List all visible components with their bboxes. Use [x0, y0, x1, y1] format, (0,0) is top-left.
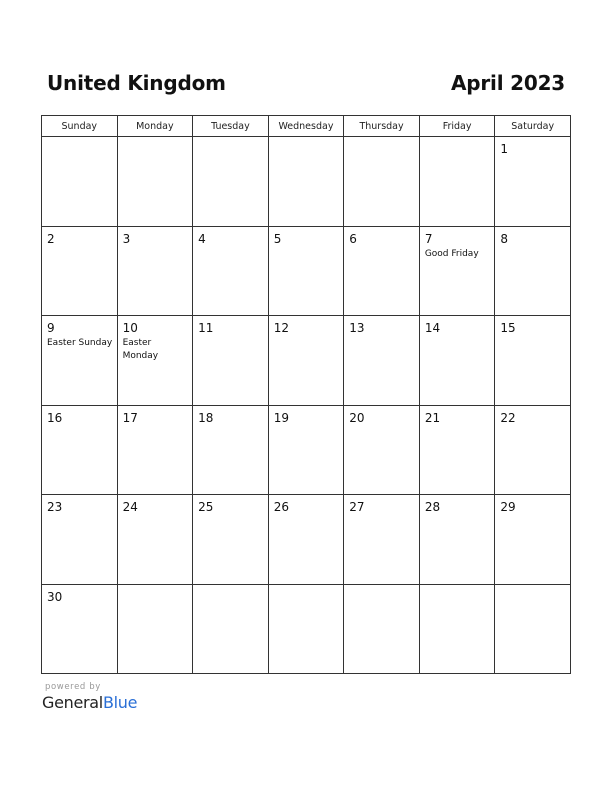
day-cell — [42, 137, 118, 227]
weekday-saturday: Saturday — [495, 116, 571, 137]
day-number: 25 — [198, 500, 214, 514]
day-cell — [344, 405, 420, 495]
day-cell — [117, 405, 193, 495]
day-number: 14 — [424, 321, 441, 335]
day-cell — [193, 137, 269, 227]
day-number: 30 — [47, 589, 63, 604]
day-cell — [495, 584, 571, 674]
day-cell — [42, 495, 118, 585]
day-number: 19 — [273, 410, 289, 425]
week-row — [42, 316, 571, 406]
weekday-monday: Monday — [117, 116, 193, 137]
day-number: 8 — [500, 231, 509, 246]
day-cell — [193, 316, 269, 406]
day-cell — [344, 316, 420, 406]
weekday-header-row — [42, 116, 571, 137]
day-cell — [268, 226, 344, 316]
day-number: 6 — [349, 231, 357, 246]
day-number: 18 — [198, 410, 214, 425]
day-cell — [193, 495, 269, 585]
day-cell — [42, 584, 118, 674]
day-number: 17 — [122, 410, 138, 425]
day-cell — [495, 316, 571, 406]
day-cell — [495, 495, 571, 585]
day-cell — [495, 405, 571, 495]
day-cell — [193, 584, 269, 674]
day-number: 11 — [198, 321, 214, 335]
day-cell — [344, 226, 420, 316]
country-title: United Kingdom — [47, 71, 226, 95]
day-number: 16 — [47, 410, 63, 425]
day-cell — [495, 137, 571, 227]
day-number: 21 — [424, 410, 441, 425]
day-number: 26 — [273, 500, 289, 514]
day-number: 4 — [198, 231, 206, 246]
brand-blue-text: Blue — [102, 693, 138, 712]
weekday-tuesday: Tuesday — [193, 116, 269, 137]
day-number: 24 — [122, 500, 138, 514]
calendar-grid — [41, 115, 571, 674]
day-cell — [344, 584, 420, 674]
day-cell — [419, 405, 495, 495]
week-row — [42, 495, 571, 585]
holiday-label: Easter Monday — [122, 338, 159, 361]
day-cell — [117, 137, 193, 227]
day-number: 29 — [500, 500, 516, 514]
day-cell — [117, 316, 193, 406]
day-cell — [419, 495, 495, 585]
day-number: 28 — [424, 500, 441, 514]
day-cell — [344, 137, 420, 227]
day-cell — [419, 584, 495, 674]
powered-by-text: powered by — [45, 682, 101, 692]
weekday-thursday: Thursday — [344, 116, 420, 137]
generalblue-logo — [42, 693, 137, 712]
weekday-wednesday: Wednesday — [268, 116, 344, 137]
day-cell — [42, 405, 118, 495]
day-cell — [419, 316, 495, 406]
day-cell — [268, 584, 344, 674]
weekday-sunday: Sunday — [42, 116, 118, 137]
day-number: 27 — [349, 500, 365, 514]
day-number: 23 — [47, 500, 63, 514]
day-number: 15 — [500, 321, 516, 335]
day-number: 10 — [122, 321, 138, 335]
day-number: 9 — [47, 321, 55, 335]
day-number: 22 — [500, 410, 516, 425]
holiday-label: Good Friday — [424, 248, 479, 259]
day-cell — [268, 316, 344, 406]
day-cell — [42, 316, 118, 406]
day-number: 2 — [47, 231, 55, 246]
day-cell — [117, 226, 193, 316]
weekday-friday: Friday — [419, 116, 495, 137]
holiday-label: Easter Sunday — [47, 338, 113, 348]
day-number: 13 — [349, 321, 365, 335]
day-cell — [268, 495, 344, 585]
week-row — [42, 405, 571, 495]
day-cell — [193, 226, 269, 316]
day-cell — [193, 405, 269, 495]
week-row — [42, 584, 571, 674]
month-year-title: April 2023 — [451, 71, 565, 95]
day-number: 12 — [273, 321, 289, 335]
day-cell — [268, 405, 344, 495]
brand-general-text: General — [42, 693, 103, 712]
day-cell — [268, 137, 344, 227]
day-cell — [42, 226, 118, 316]
day-number: 3 — [122, 231, 131, 246]
day-cell — [419, 137, 495, 227]
day-cell — [344, 495, 420, 585]
day-cell — [117, 495, 193, 585]
day-number: 5 — [273, 231, 282, 246]
day-number: 7 — [424, 231, 433, 246]
day-number: 1 — [500, 142, 509, 156]
day-cell — [419, 226, 495, 316]
day-cell — [495, 226, 571, 316]
day-number: 20 — [349, 410, 365, 425]
day-cell — [117, 584, 193, 674]
week-row — [42, 137, 571, 227]
week-row — [42, 226, 571, 316]
